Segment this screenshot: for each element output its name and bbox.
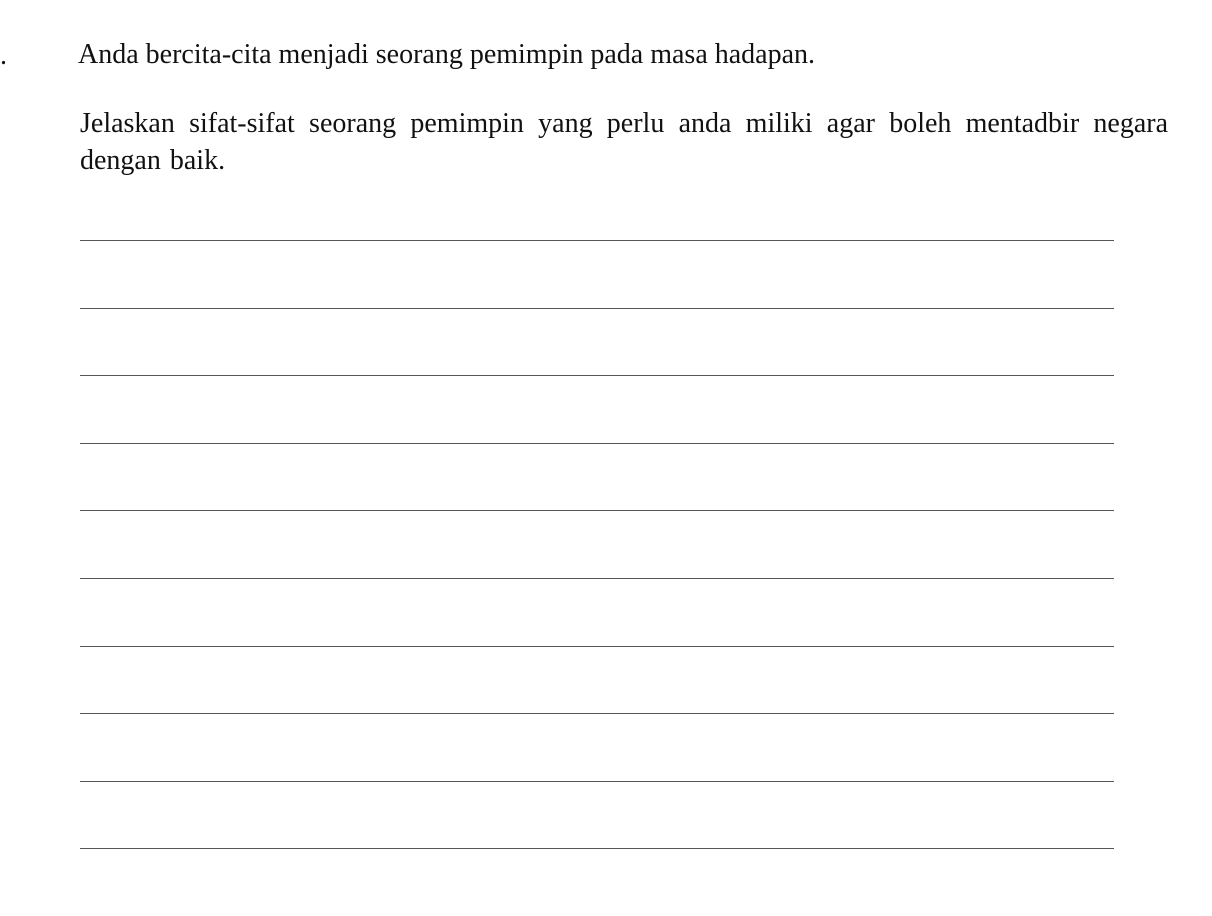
- answer-line[interactable]: [80, 578, 1114, 646]
- answer-writing-area[interactable]: [80, 240, 1114, 916]
- answer-line[interactable]: [80, 713, 1114, 781]
- answer-line[interactable]: [80, 646, 1114, 714]
- answer-line[interactable]: [80, 240, 1114, 308]
- question-prompt-text: Jelaskan sifat-sifat seorang pemimpin yang perlu anda miliki agar boleh mentadbir negara dengan baik.: [80, 108, 1168, 176]
- question-lead-text: Anda bercita-cita menjadi seorang pemimpin pada masa hadapan.: [78, 39, 816, 70]
- answer-line[interactable]: [80, 848, 1114, 916]
- question-number: .: [0, 40, 7, 71]
- answer-line[interactable]: [80, 510, 1114, 578]
- answer-line[interactable]: [80, 375, 1114, 443]
- answer-line[interactable]: [80, 308, 1114, 376]
- answer-line[interactable]: [80, 443, 1114, 511]
- answer-line[interactable]: [80, 781, 1114, 849]
